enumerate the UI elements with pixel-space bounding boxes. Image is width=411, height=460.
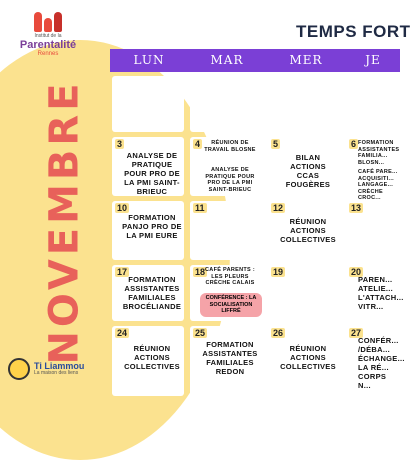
page-title: TEMPS FORT (296, 22, 411, 41)
logo-institute: Institut de la (34, 33, 62, 39)
event-text: FORMATION PANJO PRO DE LA PMI EURE (122, 213, 182, 240)
calendar-cell-24 (112, 326, 184, 396)
calendar-cell-11 (190, 201, 262, 260)
day-number: 27 (351, 328, 362, 338)
event-text: PAREN... ATELIE... L'ATTACH... VITR... (358, 275, 404, 311)
calendar-cell-25 (190, 326, 262, 396)
calendar-cell-19 (268, 265, 340, 321)
month-label-container (20, 72, 110, 372)
weekday-mer: MER (289, 53, 323, 67)
event-text: FORMATION ASSISTANTES FAMILIALES BROCÉLIANDE (122, 275, 182, 311)
day-number: 13 (351, 203, 362, 213)
day-number: 17 (117, 267, 128, 277)
day-number: 24 (117, 328, 128, 338)
calendar-cell-26 (268, 326, 340, 396)
weekday-mar: MAR (210, 53, 244, 67)
event-text: FORMATION ASSISTANTES FAMILIALES REDON (202, 340, 258, 376)
calendar-cell-10 (112, 201, 184, 260)
partner-name: Ti Liammou (34, 361, 85, 371)
event-text: ANALYSE DE PRATIQUE POUR PRO DE LA PMI SAINT-BRIEUC (124, 151, 180, 196)
day-number: 6 (351, 139, 357, 149)
day-number: 3 (117, 139, 123, 149)
calendar-cell-13 (346, 201, 400, 260)
calendar-cell-12 (268, 201, 340, 260)
day-number: 4 (195, 139, 201, 149)
ti-liammou-icon (8, 358, 30, 380)
event-text-bottom: ANALYSE DE PRATIQUE POUR PRO DE LA PMI SAINT-BRIEUC (205, 167, 255, 193)
day-number: 10 (117, 203, 128, 213)
partner-tagline: La maison des liens (34, 370, 79, 376)
parentalite-logo (8, 8, 88, 57)
event-text: RÉUNION ACTIONS COLLECTIVES (280, 217, 336, 244)
month-label: NOVEMBRE (42, 79, 89, 365)
family-icon (8, 8, 88, 32)
calendar-cell-17 (112, 265, 184, 321)
day-number: 12 (273, 203, 284, 213)
calendar-cell-27 (346, 326, 405, 396)
day-number: 5 (273, 139, 279, 149)
calendar-cell-empty (190, 76, 262, 132)
day-number: 20 (351, 267, 362, 277)
calendar-cell-5 (268, 137, 340, 196)
day-number: 18 (195, 267, 206, 277)
calendar-cell-empty (112, 76, 184, 132)
event-text-bottom: CAFÉ PARE... ACQUISITI... LANGAGE... CRÈCHE CROC... (358, 169, 398, 201)
event-text: RÉUNION ACTIONS COLLECTIVES (124, 344, 180, 371)
calendar-cell-empty (346, 76, 400, 132)
day-number: 11 (195, 203, 205, 213)
calendar-cell-20 (346, 265, 404, 321)
ti-liammou-logo (8, 358, 84, 380)
logo-name: Parentalité (19, 39, 77, 51)
event-text-top: RÉUNION DE TRAVAIL BLOSNE (204, 140, 256, 153)
calendar-cell-18 (190, 265, 262, 321)
event-text: BILAN ACTIONS CCAS FOUGÈRES (285, 153, 331, 189)
calendar-cell-6 (346, 137, 400, 201)
calendar-cell-4 (190, 137, 262, 196)
day-number: 25 (195, 328, 206, 338)
calendar-cell-3 (112, 137, 184, 196)
conference-pill: CONFÉRENCE : LA SOCIALISATION LIFFRÉ (200, 293, 262, 317)
event-text-top: CAFÉ PARENTS : LES PLEURS CRÈCHE CALAIS (205, 267, 255, 286)
day-number: 26 (273, 328, 284, 338)
weekday-lun: LUN (133, 53, 165, 67)
event-text-top: FORMATION ASSISTANTES FAMILIA... BLOSN... (358, 140, 400, 166)
event-text: RÉUNION ACTIONS COLLECTIVES (280, 344, 336, 371)
event-text: CONFÉR... /DÉBA... ÉCHANGE... LA RÉ... CORPS N... (358, 336, 405, 390)
day-number: 19 (273, 267, 284, 277)
weekday-jeu: JE (365, 53, 381, 67)
logo-city: Rennes (37, 51, 59, 58)
calendar-cell-empty (268, 76, 340, 132)
